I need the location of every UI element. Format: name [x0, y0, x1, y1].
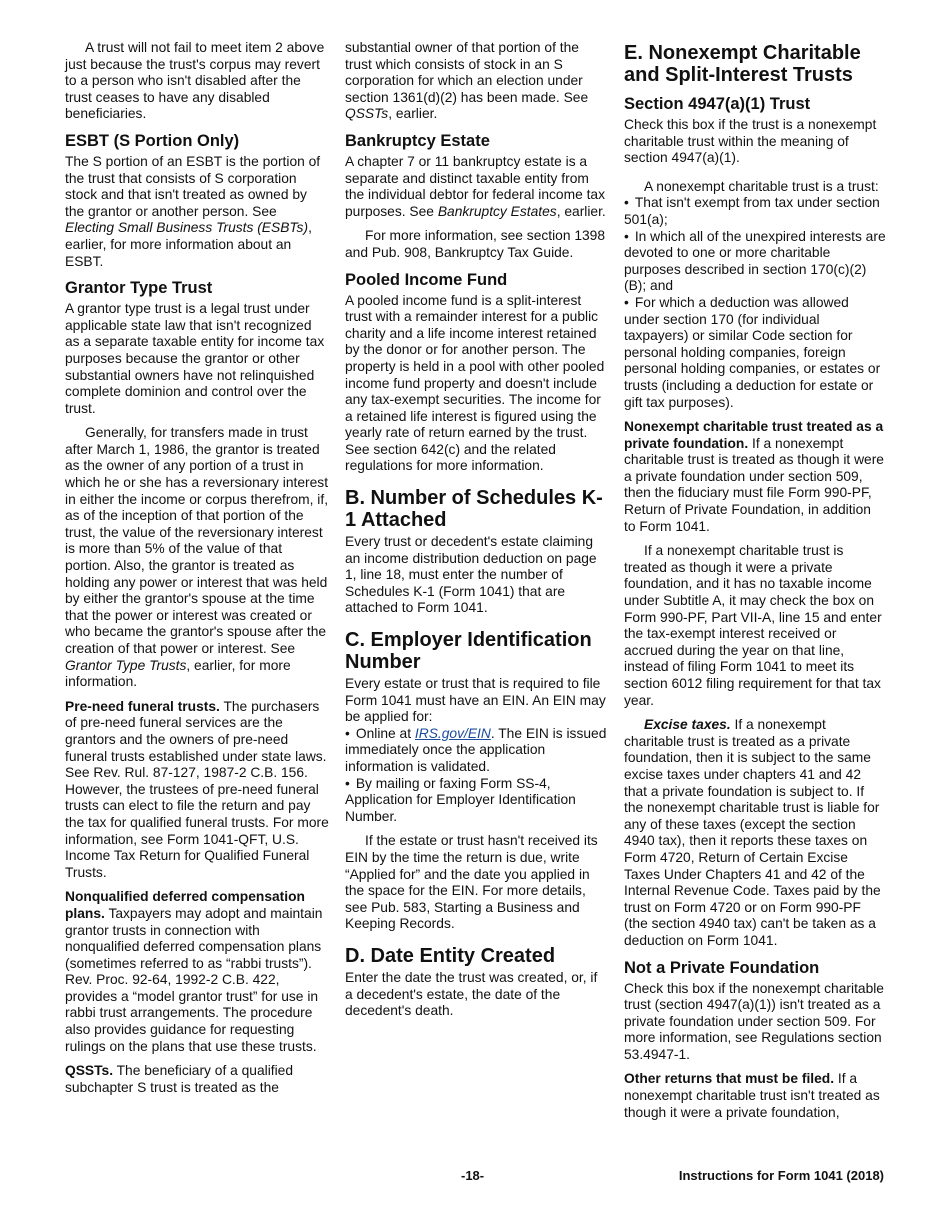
heading-bankruptcy-estate: Bankruptcy Estate: [345, 131, 490, 150]
page-number: -18-: [461, 1168, 485, 1183]
paragraph: Excise taxes. If a nonexempt charitable trust is treated as a private foundation, then it is subject to the same excise taxes under chapters 41 and 42 that a private foundation is subject to. If the nonexempt charitable trust is liable for any of these taxes (except the section 4940 tax), then it reports these taxes on Form 4720, Return of Certain Excise Taxes Under Chapters 41 and 42 of the Internal Revenue Code. Taxes paid by the trust on Form 4720 or on Form 990-PF (the section 4940 tax) can't be taken as a deduction on Form 1041.: [624, 717, 881, 948]
cross-reference: QSSTs: [345, 106, 389, 122]
paragraph: A grantor type trust is a legal trust under applicable state law that isn't recognized as a separate taxable entity for income tax purposes because the grantor or other substantial owners have not relinquished complete dominion and control over the trust.: [65, 301, 325, 416]
bullet-item: • That isn't exempt from tax under section 501(a);: [624, 195, 886, 228]
heading-section-b: B. Number of Schedules K-1 Attached: [345, 487, 603, 532]
paragraph: Check this box if the nonexempt charitable trust (section 4947(a)(1)) isn't treated as a private foundation under section 509. For more information, see Regulations section 53.4947-1.: [624, 980, 884, 1062]
heading-section-4947: Section 4947(a)(1) Trust: [624, 95, 811, 113]
paragraph: A nonexempt charitable trust is a trust:: [644, 178, 879, 194]
paragraph: For more information, see section 1398 and Pub. 908, Bankruptcy Tax Guide.: [345, 228, 606, 260]
paragraph: If the estate or trust hasn't received its EIN by the time the return is due, write “Applied for” and the date you applied in the space for the EIN. For more details, see Pub. 583, Starting a Business and Keeping Records.: [345, 833, 598, 932]
paragraph: If a nonexempt charitable trust is treated as though it were a private foundation, and it has no taxable income under Subtitle A, it may check the box on Form 990-PF, Part VII-A, line 15 and enter the tax-exempt interest received or accrued during the year on that line, instead of filing Form 1041 to meet its section 6012 filing requirement for that tax year.: [624, 543, 882, 708]
paragraph: A trust will not fail to meet item 2 above just because the trust's corpus may revert to a person who isn't disabled after the trust ceases to have any disabled beneficiaries.: [65, 40, 325, 122]
run-in-heading: Other returns that must be filed.: [624, 1071, 835, 1087]
cross-reference: Bankruptcy Estates: [437, 203, 557, 219]
paragraph: Nonexempt charitable trust treated as a private foundation. If a nonexempt charitable trust is treated as though it were a private foundation under section 509, then the fiduciary must file Form 990-PF, Return of Private Foundation, in addition to Form 1041.: [624, 419, 884, 534]
column-2: [345, 40, 607, 1028]
heading-pooled-income-fund: Pooled Income Fund: [345, 270, 508, 289]
paragraph: The S portion of an ESBT is the portion of the trust that consists of S corporation stock and that isn't treated as owned by the grantor or another person. See Electing Small Business Trusts (ESBTs), earlier, for more information about an ESBT.: [65, 153, 321, 269]
cross-reference: Grantor Type Trusts: [65, 657, 187, 673]
paragraph: Every estate or trust that is required to file Form 1041 must have an EIN. An EIN may be applied for:: [345, 676, 606, 725]
heading-section-d: D. Date Entity Created: [345, 944, 556, 967]
cross-reference: Electing Small Business Trusts (ESBTs): [65, 220, 309, 236]
run-in-heading: Nonexempt charitable trust treated as a private foundation.: [624, 419, 884, 451]
heading-section-c: C. Employer Identification Number: [345, 629, 592, 674]
paragraph: A chapter 7 or 11 bankruptcy estate is a separate and distinct taxable entity from the individual debtor for federal income tax purposes. See Bankruptcy Estates, earlier.: [345, 153, 606, 219]
paragraph: Check this box if the trust is a nonexempt charitable trust within the meaning of section 4947(a)(1).: [624, 117, 877, 166]
bullet-item: • For which a deduction was allowed under section 170 (for individual taxpayers) or similar Code section for personal holding companies, foreign personal holding companies, or estates or trusts (including a deduction for estate or gift tax purposes).: [624, 295, 886, 411]
footer-form-title: Instructions for Form 1041 (2018): [678, 1168, 884, 1183]
run-in-heading: QSSTs.: [65, 1063, 114, 1079]
heading-grantor-type-trust: Grantor Type Trust: [65, 279, 213, 298]
paragraph: Every trust or decedent's estate claiming an income distribution deduction on page 1, line 18, must enter the number of Schedules K-1 (Form 1041) that are attached to Form 1041.: [345, 534, 597, 616]
bullet-item: • Online at IRS.gov/EIN. The EIN is issued immediately once the application information is validated.: [345, 726, 607, 776]
paragraph: Other returns that must be filed. If a nonexempt charitable trust isn't treated as though it were a private foundation,: [624, 1071, 880, 1120]
paragraph: QSSTs. The beneficiary of a qualified subchapter S trust is treated as the: [65, 1063, 294, 1095]
column-1: [65, 40, 329, 1104]
heading-not-private-foundation: Not a Private Foundation: [624, 958, 820, 977]
paragraph: Nonqualified deferred compensation plans. Taxpayers may adopt and maintain grantor trusts in connection with nonqualified deferred compensation plans (sometimes referred to as “rabbi trusts”). Rev. Proc. 92-64, 1992-2 C.B. 422, provides a “model grantor trust” for use in rabbi trust arrangements. The procedure also provides guidance for requesting rulings on the plans that use these trusts.: [65, 889, 323, 1054]
heading-section-e: E. Nonexempt Charitable and Split-Interest Trusts: [624, 42, 861, 86]
paragraph: Enter the date the trust was created, or, if a decedent's estate, the date of the decedent's death.: [345, 969, 598, 1019]
run-in-heading: Excise taxes.: [644, 717, 731, 733]
column-3: [624, 40, 886, 1129]
paragraph: Generally, for transfers made in trust after March 1, 1986, the grantor is treated as the owner of any portion of a trust in which he or she has a reversionary interest in either the income or corpus therefrom, if, as of the inception of that portion of the trust, the value of the reversionary interest is more than 5% of the value of that portion. Also, the grantor is treated as holding any power or interest that was held by either the grantor's spouse at the time that the power or interest was created or who became the grantor's spouse after the creation of that power or interest. See Grantor Type Trusts, earlier, for more information.: [65, 425, 329, 690]
run-in-heading: Pre-need funeral trusts.: [65, 698, 220, 714]
heading-esbt: ESBT (S Portion Only): [65, 131, 240, 150]
irs-ein-link[interactable]: IRS.gov/EIN: [414, 725, 491, 741]
bullet-item: • In which all of the unexpired interests are devoted to one or more charitable purposes described in section 170(c)(2)(B); and: [624, 229, 886, 295]
bullet-item: • By mailing or faxing Form SS-4, Application for Employer Identification Number.: [345, 776, 607, 826]
paragraph: substantial owner of that portion of the trust which consists of stock in an S corporation for which an election under section 1361(d)(2) has been made. See QSSTs, earlier.: [345, 40, 589, 122]
paragraph: Pre-need funeral trusts. The purchasers of pre-need funeral services are the grantors and the owners of pre-need funeral trusts established under state laws. See Rev. Rul. 87-127, 1987-2 C.B. 156. However, the trustees of pre-need funeral trusts can elect to file the return and pay the tax for qualified funeral trusts. For more information, see Form 1041-QFT, U.S. Income Tax Return for Qualified Funeral Trusts.: [65, 698, 329, 880]
run-in-heading: Nonqualified deferred compensation plans.: [65, 889, 305, 921]
paragraph: A pooled income fund is a split-interest trust with a remainder interest for a public charity and a life income interest retained by the donor or for another person. The property is held in a pool with other pooled income fund property and doesn't include any tax-exempt securities. The income for a retained life interest is figured using the yearly rate of return earned by the trust. See section 642(c) and the related regulations for more information.: [345, 292, 605, 474]
